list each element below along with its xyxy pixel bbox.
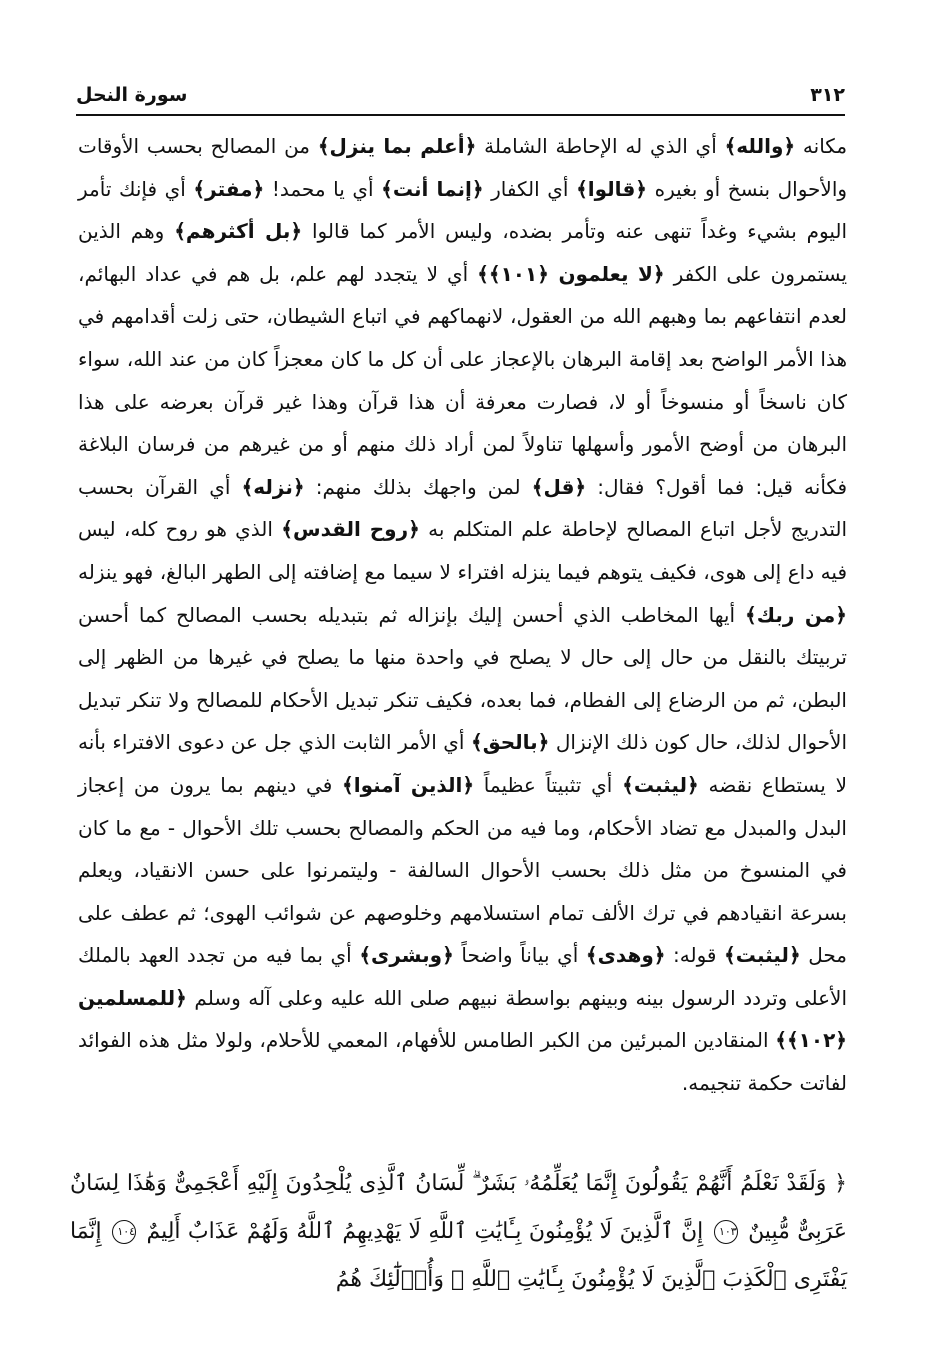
commentary-text: أي القرآن بحسب التدريج لأجل اتباع المصالح لإحاطة علم المتكلم به (78, 474, 848, 542)
commentary-text: أي الذي له الإحاطة الشاملة (484, 134, 717, 158)
commentary-text: أي الأمر الثابت الذي جل عن دعوى الافتراء بأنه لا يستطاع نقضه (78, 730, 847, 797)
commentary-text: وهم الذين يستمرون على الكفر (78, 219, 848, 286)
page-header (76, 78, 845, 112)
commentary-text: مكانه (802, 134, 848, 158)
quoted-term: ﴿للمسلمين ﴿١٠٢﴾﴾ (78, 985, 848, 1053)
verse-text: إِنَّمَا يَفْتَرِى ٱلْكَذِبَ ٱلَّذِينَ لَا يُؤْمِنُونَ بِـَٔايَٰتِ ٱللَّهِ ۖ وَأُو۟لَٰٓئِكَ هُمُ (70, 1219, 847, 1292)
commentary-text: أيها المخاطب الذي أحسن إليك بإنزاله ثم بتبديله بحسب المصالح كما أحسن تربيتك بالنقل من حال إلى حال لا يصلح في واحدة منها ما يصلح في غيرها من الظهر إلى البطن، ثم من الرضاع إلى الفطام، فما بعده، فكيف تنكر تبديل الأحكام للمصالح ولا تنكر تبديل الأحوال لذلك، حال كون ذلك الإنزال (78, 602, 848, 755)
quoted-term: ﴿وهدى﴾ (585, 943, 666, 968)
commentary-text: الذي هو روح كله، ليس فيه داع إلى هوى، فكيف يتوهم فيما ينزله افتراء لا سيما مع إضافته إلى الطهر البالغ، فهو ينزله (78, 517, 847, 584)
quoted-term: ﴿الذين آمنوا﴾ (342, 772, 475, 797)
commentary-text: أي فإنك تأمر اليوم بشيء وغداً تنهى عنه وتأمر بضده، وليس الأمر كما قالوا (78, 176, 848, 244)
commentary-text: أي يا محمد! (271, 176, 374, 201)
quoted-term: ﴿لا يعلمون ﴿١٠١﴾﴾ (477, 261, 665, 286)
commentary-text: أي لا يتجدد لهم علم، بل هم في عداد البهائم، لعدم انتفاعهم بما وهبهم الله من العقول، لانهماكهم في اتباع الشيطان، حتى زلت أقدامهم في هذا الأمر الواضح بعد إقامة البرهان بالإعجاز على أن كل ما كان معجزاً كان من عند الله، سواء كان ناسخاً أو منسوخاً أو لا، فصارت معرفة أن هذا قرآن وهذا غير قرآن بعرضه على هذا البرهان من أوضح الأمور وأسهلها تناولاً لمن أراد ذلك منهم أو من غيرهم من فرسان البلاغة فكأنه قيل: فما أقول؟ فقال: (78, 261, 848, 499)
commentary-text: أي تثبيتاً عظيماً (483, 772, 613, 797)
commentary-text: من المصالح بحسب الأوقات والأحوال بنسخ أو بغيره (78, 134, 848, 201)
quoted-term: ﴿قل﴾ (531, 474, 587, 499)
commentary-text: قوله: (673, 943, 717, 968)
verse-number-marker: ١٠٤ (112, 1220, 136, 1244)
commentary-paragraph (78, 125, 847, 1105)
commentary-text: أي بما فيه من تجدد العهد بالملك الأعلى وتردد الرسول بينه وبينهم بواسطة نبيهم صلى الله عليه وعلى آله وسلم (78, 943, 847, 1010)
commentary-text: لمن واجهك بذلك منهم: (315, 474, 521, 499)
header-rule (76, 114, 845, 116)
commentary-text: المنقادين المبرئين من الكبر الطامس للأفهام، المعمي للأحلام، ولولا مثل هذه الفوائد لفاتت حكمة تنجيمه. (78, 1028, 847, 1096)
commentary-text: أي بياناً واضحاً (461, 943, 579, 968)
quoted-term: ﴿من ربك﴾ (745, 602, 847, 627)
verse-text: وَلَقَدْ نَعْلَمُ أَنَّهُمْ يَقُولُونَ إِنَّمَا يُعَلِّمُهُۥ بَشَرٌ ۗ لِّسَانُ ٱلَّذِى يُلْحِدُونَ إِلَيْهِ أَعْجَمِىٌّ وَهَٰذَا لِسَانٌ عَرَبِىٌّ مُّبِينٌ (70, 1171, 847, 1244)
quoted-term: ﴿بالحق﴾ (470, 730, 550, 755)
page-number: ٣١٢ (810, 84, 845, 106)
commentary-text: أي الكفار (491, 176, 569, 201)
verse-text: إِنَّ ٱلَّذِينَ لَا يُؤْمِنُونَ بِـَٔايَٰتِ ٱللَّهِ لَا يَهْدِيهِمُ ٱللَّهُ وَلَهُمْ عَذَابٌ أَلِيمٌ (146, 1219, 704, 1244)
verse-open-bracket: ﴿ (834, 1171, 847, 1196)
quoted-term: ﴿مفتر﴾ (193, 176, 265, 201)
quoted-term: ﴿والله﴾ (724, 134, 796, 158)
quoted-term: ﴿ليثبت﴾ (724, 943, 801, 968)
quran-verse-block (70, 1160, 847, 1304)
quoted-term: ﴿أعلم بما ينزل﴾ (317, 134, 477, 158)
quoted-term: ﴿ليثبت﴾ (622, 772, 699, 797)
quoted-term: ﴿روح القدس﴾ (281, 517, 420, 542)
quoted-term: ﴿وبشرى﴾ (359, 943, 454, 968)
verse-number-marker: ١٠٣ (714, 1220, 738, 1244)
quoted-term: ﴿قالوا﴾ (576, 176, 648, 201)
commentary-text: في دينهم بما يرون من إعجاز البدل والمبدل مع تضاد الأحكام، وما فيه من الحكم والمصالح بحسب تلك الأحوال - مع ما كان في المنسوخ من مثل ذلك بحسب الأحوال السالفة - وليتمرنوا على حسن الانقياد، ويعلم بسرعة انقيادهم في ترك الألف تمام استسلامهم وخلوصهم عن شوائب الهوى؛ ثم عطف على محل (78, 772, 848, 968)
surah-title: سورة النحل (76, 84, 188, 106)
quoted-term: ﴿إنما أنت﴾ (381, 176, 484, 201)
quoted-term: ﴿نزله﴾ (241, 474, 305, 499)
quoted-term: ﴿بل أكثرهم﴾ (174, 219, 303, 244)
